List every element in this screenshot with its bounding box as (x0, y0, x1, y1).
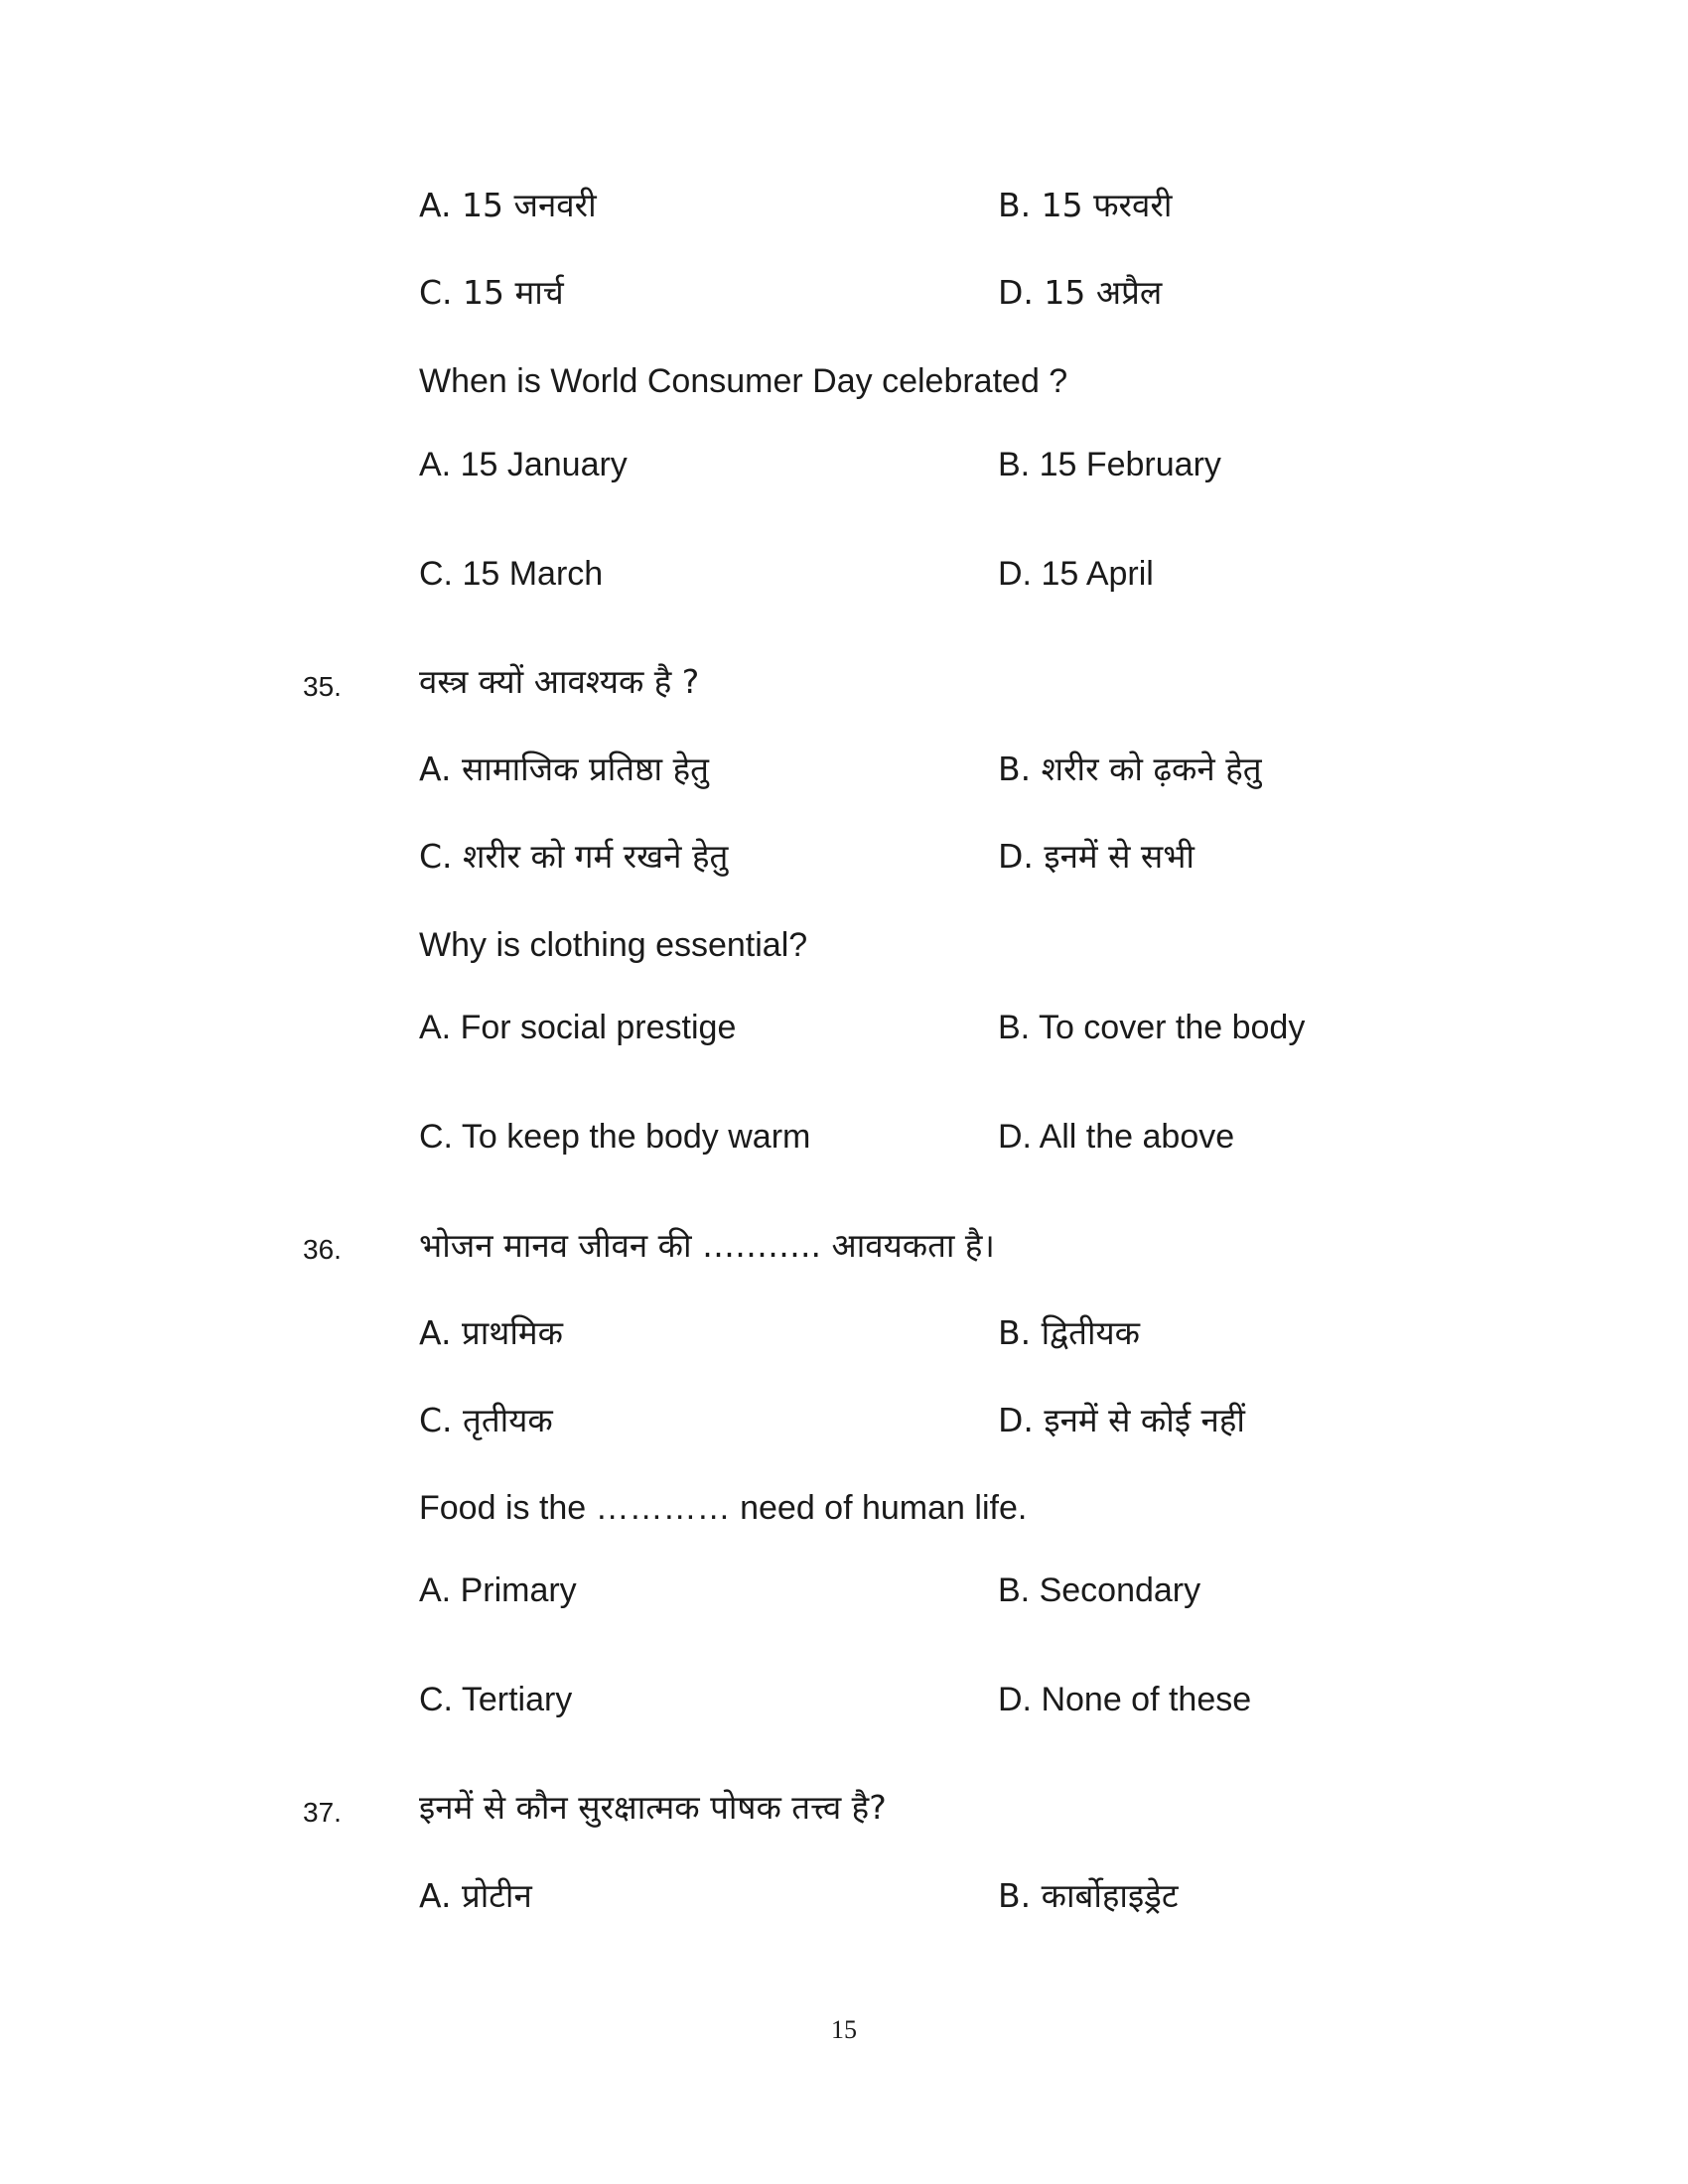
page-number: 15 (831, 2015, 857, 2044)
q34-en-option-c: C. 15 March (419, 555, 604, 593)
q36-hi-question: भोजन मानव जीवन की ……….. आवयकता है। (419, 1226, 995, 1265)
q37-hi-option-b: B. कार्बोहाइड्रेट (998, 1876, 1179, 1915)
q34-en-option-b: B. 15 February (998, 446, 1221, 483)
q35-en-option-b: B. To cover the body (998, 1009, 1306, 1046)
q36-hi-option-d: D. इनमें से कोई नहीं (998, 1401, 1245, 1439)
q35-en-question: Why is clothing essential? (419, 926, 808, 964)
q36-number: 36. (303, 1234, 342, 1265)
q37-number: 37. (303, 1797, 342, 1828)
q36-en-option-d: D. None of these (998, 1681, 1252, 1718)
q34-en-option-d: D. 15 April (998, 555, 1154, 593)
q36-en-question: Food is the ………… need of human life. (419, 1489, 1028, 1527)
q34-en-question: When is World Consumer Day celebrated ? (419, 362, 1068, 400)
q35-en-option-c: C. To keep the body warm (419, 1118, 811, 1156)
q37-hi-option-a: A. प्रोटीन (419, 1876, 532, 1915)
q35-hi-option-d: D. इनमें से सभी (998, 837, 1195, 876)
q34-hi-option-c: C. 15 मार्च (419, 273, 564, 312)
q35-en-option-d: D. All the above (998, 1118, 1235, 1156)
q34-hi-option-d: D. 15 अप्रैल (998, 273, 1163, 312)
q37-hi-question: इनमें से कौन सुरक्षात्मक पोषक तत्त्व है? (419, 1788, 887, 1827)
q35-hi-option-b: B. शरीर को ढ़कने हेतु (998, 750, 1262, 788)
q36-hi-option-a: A. प्राथमिक (419, 1313, 564, 1352)
q34-hi-option-b: B. 15 फरवरी (998, 186, 1173, 224)
q36-en-option-a: A. Primary (419, 1571, 577, 1609)
q35-number: 35. (303, 671, 342, 702)
q36-hi-option-c: C. तृतीयक (419, 1401, 553, 1439)
q34-en-option-a: A. 15 January (419, 446, 628, 483)
q34-hi-option-a: A. 15 जनवरी (419, 186, 597, 224)
q35-hi-question: वस्त्र क्यों आवश्यक है ? (419, 662, 700, 701)
q36-hi-option-b: B. द्वितीयक (998, 1313, 1140, 1352)
q35-hi-option-a: A. सामाजिक प्रतिष्ठा हेतु (419, 750, 709, 788)
q35-hi-option-c: C. शरीर को गर्म रखने हेतु (419, 837, 729, 876)
q36-en-option-b: B. Secondary (998, 1571, 1201, 1609)
q35-en-option-a: A. For social prestige (419, 1009, 737, 1046)
q36-en-option-c: C. Tertiary (419, 1681, 573, 1718)
